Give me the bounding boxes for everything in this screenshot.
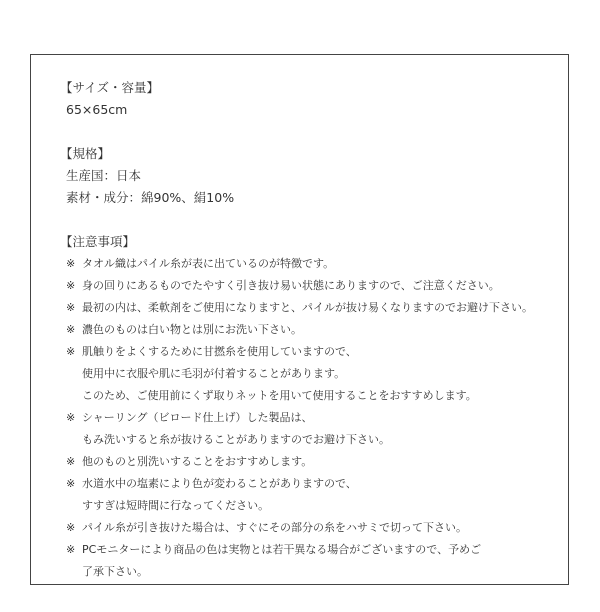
note-continuation: 了承下さい。 — [82, 565, 148, 578]
spec-origin: 生産国：日本 — [66, 168, 142, 183]
note-item — [60, 341, 568, 407]
spec-material: 素材・成分：綿90%、絹10% — [66, 190, 235, 205]
note-continuation: このため、ご使用前にくず取りネットを用いて使用することをおすすめします。 — [82, 389, 477, 402]
note-line — [66, 319, 568, 341]
note-line — [66, 517, 568, 539]
note-item — [60, 517, 568, 539]
note-mark: ※ — [66, 323, 76, 336]
note-line — [66, 407, 568, 429]
note-text: タオル織はパイル糸が表に出ているのが特徴です。 — [82, 257, 335, 270]
note-line — [66, 341, 568, 363]
note-item — [60, 539, 568, 583]
note-text: 肌触りをよくするために甘撚糸を使用していますので、 — [82, 345, 357, 358]
note-item — [60, 473, 568, 517]
note-mark: ※ — [66, 345, 76, 358]
note-item — [60, 297, 568, 319]
note-mark: ※ — [66, 411, 76, 424]
note-mark: ※ — [66, 543, 76, 556]
product-spec-sheet — [30, 54, 569, 585]
note-mark: ※ — [66, 279, 76, 292]
note-line — [66, 253, 568, 275]
note-mark: ※ — [66, 301, 76, 314]
note-text: 水道水中の塩素により色が変わることがありますので、 — [82, 477, 357, 490]
note-continuation: 使用中に衣服や肌に毛羽が付着することがあります。 — [82, 367, 346, 380]
note-text: 最初の内は、柔軟剤をご使用になりますと、パイルが抜け易くなりますのでお避け下さい。 — [82, 301, 533, 314]
note-item — [60, 407, 568, 451]
note-line — [66, 473, 568, 495]
spec-section — [60, 143, 568, 209]
size-section — [60, 77, 568, 121]
notes-list — [60, 253, 568, 583]
spec-heading: 【規格】 — [60, 146, 111, 161]
note-continuation: すすぎは短時間に行なってください。 — [82, 499, 270, 512]
note-text: 身の回りにあるものでたやすく引き抜け易い状態にありますので、ご注意ください。 — [82, 279, 500, 292]
note-mark: ※ — [66, 477, 76, 490]
size-value: 65×65cm — [66, 102, 128, 117]
note-line — [66, 539, 568, 561]
note-text: パイル糸が引き抜けた場合は、すぐにその部分の糸をハサミで切って下さい。 — [82, 521, 467, 534]
note-continuation: もみ洗いすると糸が抜けることがありますのでお避け下さい。 — [82, 433, 390, 446]
note-mark: ※ — [66, 257, 76, 270]
note-text: シャーリング（ビロード仕上げ）した製品は、 — [82, 411, 313, 424]
note-line — [66, 297, 568, 319]
note-line — [66, 451, 568, 473]
note-item — [60, 275, 568, 297]
note-line — [66, 275, 568, 297]
note-item — [60, 319, 568, 341]
note-item — [60, 451, 568, 473]
notes-section — [60, 231, 568, 583]
note-mark: ※ — [66, 455, 76, 468]
notes-heading: 【注意事項】 — [60, 234, 136, 249]
note-mark: ※ — [66, 521, 76, 534]
note-text: 濃色のものは白い物とは別にお洗い下さい。 — [82, 323, 302, 336]
note-item — [60, 253, 568, 275]
note-text: PCモニターにより商品の色は実物とは若干異なる場合がございますので、予めご — [82, 543, 482, 556]
size-heading: 【サイズ・容量】 — [60, 80, 160, 95]
note-text: 他のものと別洗いすることをおすすめします。 — [82, 455, 313, 468]
